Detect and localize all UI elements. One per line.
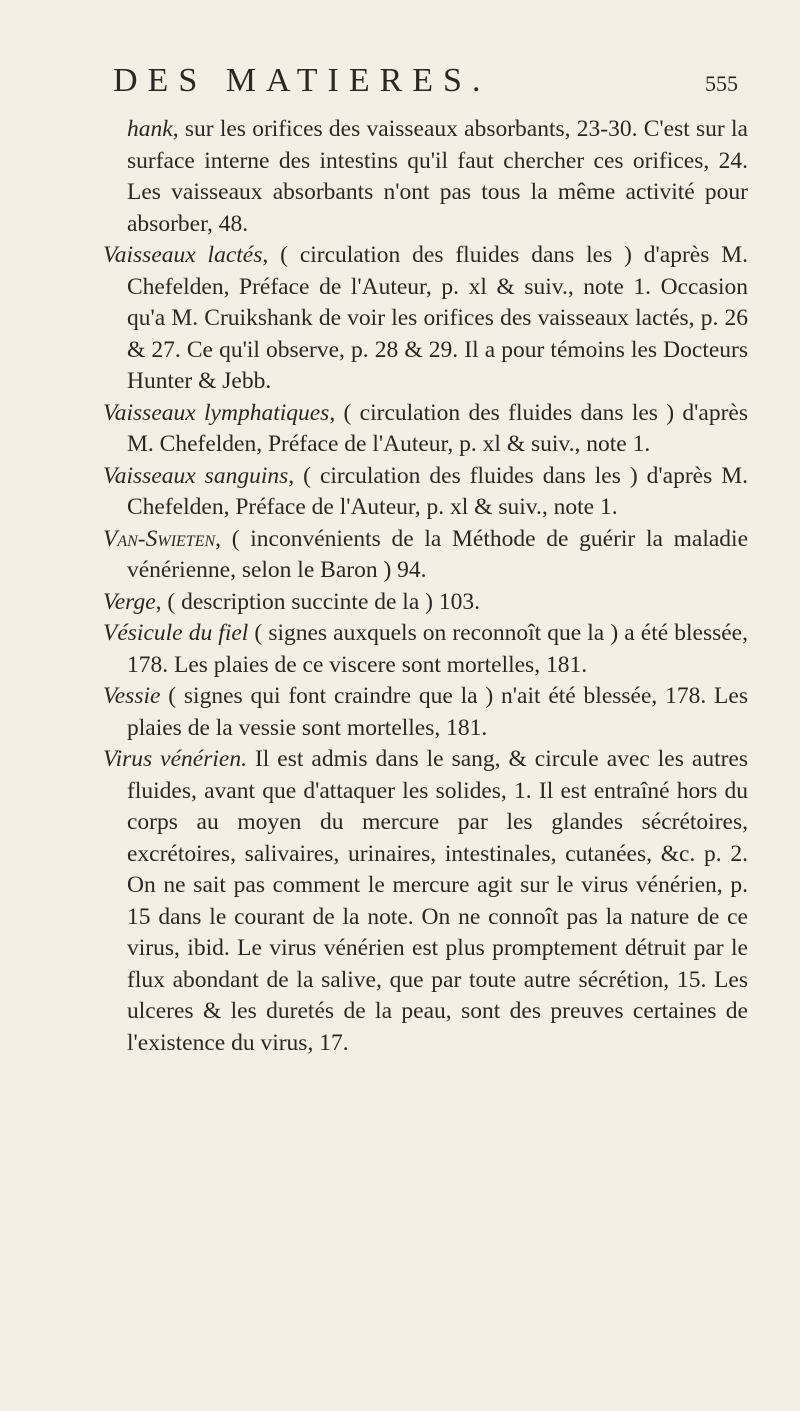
- index-entry: [103, 618, 748, 681]
- entry-headword: hank: [127, 116, 173, 142]
- index-entry-continued: [103, 114, 748, 240]
- entry-text: , ( circulation des fluides dans les ) d'après M. Chefelden, Préface de l'Auteur, p. xl & suiv., note 1. Occasion qu'a M. Cruikshank de voir les orifices des vaisseaux lactés, p. 26 & 27. Ce qu'il observe, p. 28 & 29. Il a pour témoins les Docteurs Hunter & Jebb.: [127, 242, 749, 394]
- entry-headword: Virus vénérien.: [103, 746, 247, 772]
- entry-headword: Van-Swieten: [103, 525, 216, 552]
- entry-headword: Vessie: [103, 683, 161, 709]
- index-entry: [103, 587, 748, 619]
- entry-headword: Vaisseaux lymphatiques: [103, 399, 330, 426]
- index-entries: [103, 114, 748, 1059]
- index-entry: [103, 398, 748, 461]
- running-header: [103, 62, 748, 108]
- entry-text: , sur les orifices des vaisseaux absorbants, 23-30. C'est sur la surface interne des intestins qu'il faut chercher ces orifices, 24. Les vaisseaux absorbants n'ont pas tous la même activité pour absorber, 48.: [127, 116, 748, 237]
- index-entry: [103, 744, 748, 1059]
- entry-headword: Verge: [103, 588, 156, 615]
- running-title: DES MATIERES.: [113, 62, 491, 99]
- index-entry: [103, 461, 748, 524]
- entry-headword: Vaisseaux sanguins: [103, 462, 289, 489]
- entry-text: ( signes qui font craindre que la ) n'ait été blessée, 178. Les plaies de la vessie sont mortelles, 181.: [127, 683, 748, 741]
- index-entry: [103, 240, 748, 398]
- entry-text: , ( circulation des fluides dans les ) d'après M. Chefelden, Préface de l'Auteur, p. xl & suiv., note 1.: [127, 462, 749, 520]
- entry-headword: Vaisseaux lactés: [103, 242, 263, 268]
- entry-text: Il est admis dans le sang, & circule avec les autres fluides, avant que d'attaquer les solides, 1. Il est entraîné hors du corps au moyen du mercure par les glandes sécrétoires, excrétoires, salivaires, urinaires, intestinales, cutanées, &c. p. 2. On ne sait pas comment le mercure agit sur le virus vénérien, p. 15 dans le courant de la note. On ne connoît pas la nature de ce virus, ibid. Le virus vénérien est plus promptement détruit par le flux abondant de la salive, que par toute autre sécrétion, 15. Les ulceres & les duretés de la peau, sont des preuves certaines de l'existence du virus, 17.: [127, 746, 748, 1056]
- index-entry: [103, 681, 748, 744]
- entry-text: , ( inconvénients de la Méthode de guérir la maladie vénérienne, selon le Baron ) 94.: [127, 525, 748, 583]
- entry-headword: Vésicule du fiel: [103, 620, 249, 646]
- entry-text: , ( circulation des fluides dans les ) d'après M. Chefelden, Préface de l'Auteur, p. xl & suiv., note 1.: [127, 399, 748, 457]
- page-number: 555: [705, 71, 738, 96]
- entry-text: ( signes auxquels on reconnoît que la ) a été blessée, 178. Les plaies de ce viscere sont mortelles, 181.: [127, 620, 748, 678]
- index-entry: [103, 524, 748, 587]
- entry-text: , ( description succinte de la ) 103.: [155, 588, 480, 615]
